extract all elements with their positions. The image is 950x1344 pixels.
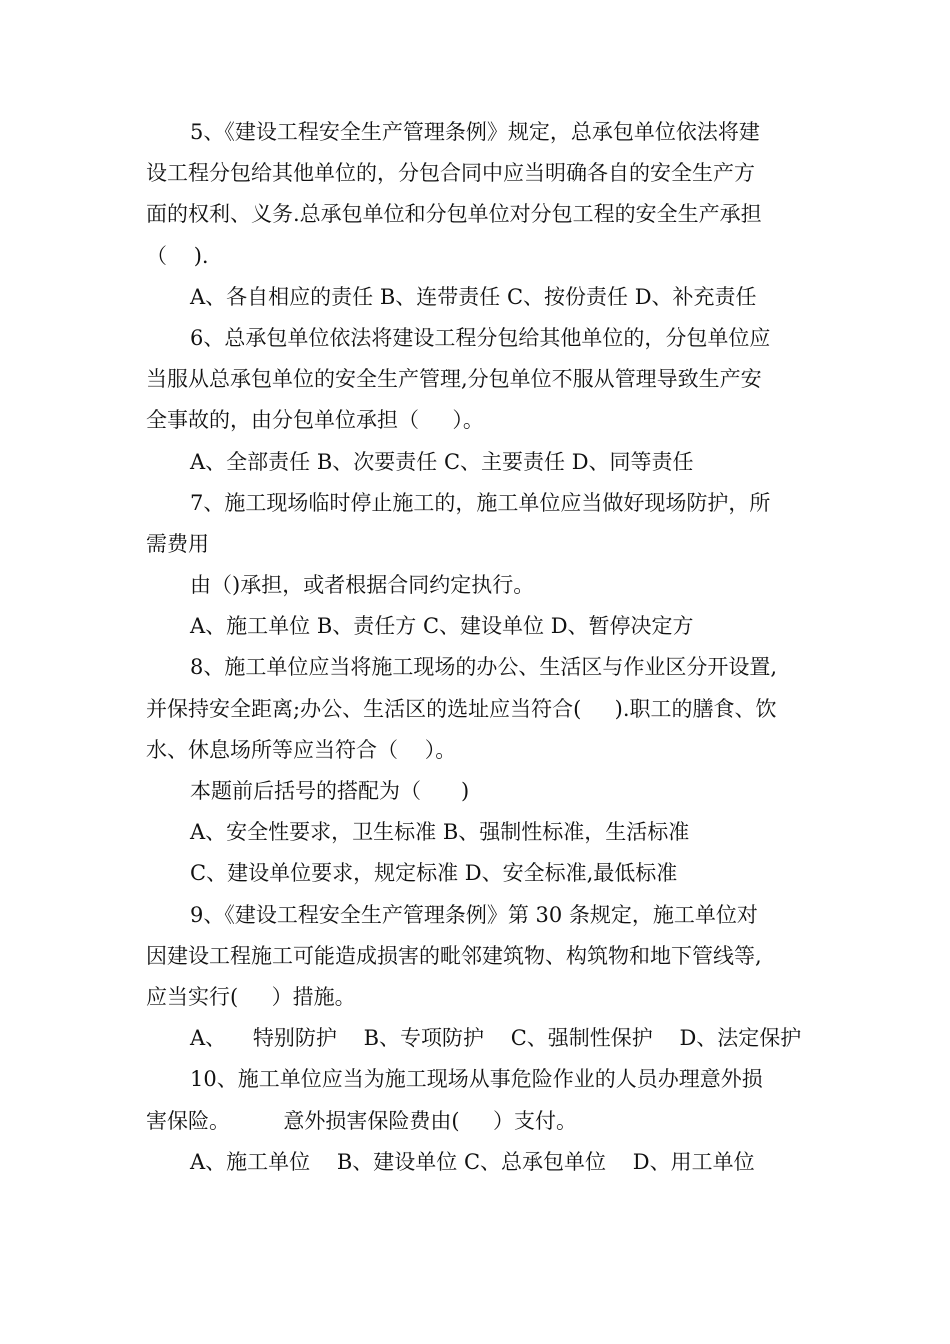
q10-line-2: 害保险。 意外损害保险费由( ）支付。 <box>146 1108 577 1133</box>
q9-options: A、 特别防护 B、专项防护 C、强制性保护 D、法定保护 <box>190 1026 802 1051</box>
q7-options: A、施工单位 B、责任方 C、建设单位 D、暂停决定方 <box>190 614 694 639</box>
q8-line-3: 水、休息场所等应当符合（ ）。 <box>146 737 457 762</box>
q6-line-2: 当服从总承包单位的安全生产管理,分包单位不服从管理导致生产安 <box>146 367 762 392</box>
q5-line-1: 5、《建设工程安全生产管理条例》规定，总承包单位依法将建 <box>190 120 760 144</box>
q6-line-1: 6、总承包单位依法将建设工程分包给其他单位的，分包单位应 <box>190 325 771 350</box>
q7-line-2: 需费用 <box>146 531 209 556</box>
q8-options-ab: A、安全性要求，卫生标准 B、强制性标准，生活标准 <box>190 820 690 845</box>
q8-options-cd: C、建设单位要求，规定标准 D、安全标准,最低标准 <box>190 861 678 886</box>
q10-line-1: 10、施工单位应当为施工现场从事危险作业的人员办理意外损 <box>190 1067 763 1092</box>
q8-line-2: 并保持安全距离;办公、生活区的选址应当符合( ).职工的膳食、饮 <box>146 696 777 721</box>
q7-line-3: 由（)承担，或者根据合同约定执行。 <box>190 573 535 598</box>
q7-line-1: 7、施工现场临时停止施工的，施工单位应当做好现场防护，所 <box>190 490 771 515</box>
q5-line-2: 设工程分包给其他单位的，分包合同中应当明确各自的安全生产方 <box>146 161 755 186</box>
q6-line-3: 全事故的，由分包单位承担（ ）。 <box>146 408 484 433</box>
q5-line-4: （ ). <box>146 243 209 268</box>
q8-line-4: 本题前后括号的搭配为（ ) <box>190 779 470 803</box>
q9-line-1: 9、《建设工程安全生产管理条例》第 30 条规定，施工单位对 <box>190 902 758 927</box>
q9-line-2: 因建设工程施工可能造成损害的毗邻建筑物、构筑物和地下管线等, <box>146 943 762 968</box>
q8-line-1: 8、施工单位应当将施工现场的办公、生活区与作业区分开设置, <box>190 655 778 680</box>
q9-line-3: 应当实行( ）措施。 <box>146 984 356 1009</box>
q5-line-3: 面的权利、义务.总承包单位和分包单位对分包工程的安全生产承担 <box>146 202 762 227</box>
q6-options: A、全部责任 B、次要责任 C、主要责任 D、同等责任 <box>190 449 694 474</box>
q5-options: A、各自相应的责任 B、连带责任 C、按份责任 D、补充责任 <box>190 284 757 309</box>
q10-options: A、施工单位 B、建设单位 C、总承包单位 D、用工单位 <box>190 1149 755 1174</box>
